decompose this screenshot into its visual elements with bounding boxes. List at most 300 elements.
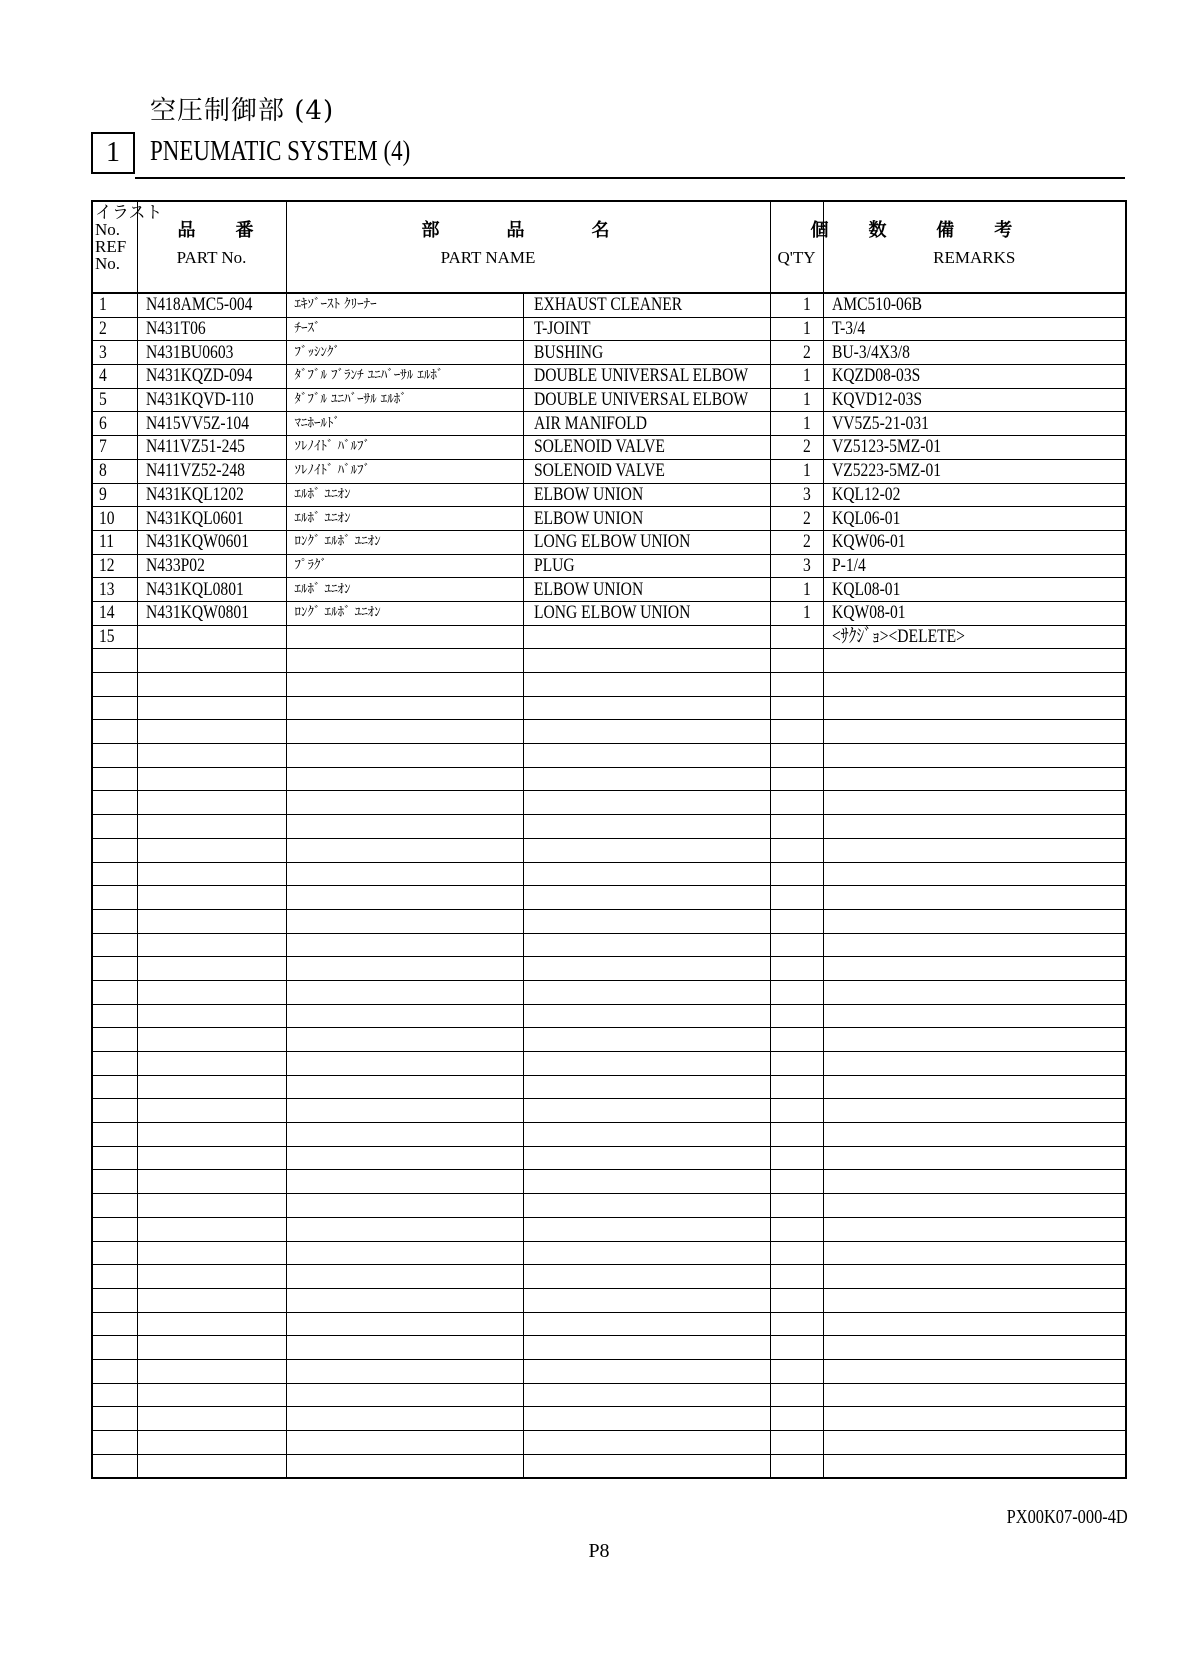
empty-cell — [286, 862, 523, 886]
empty-cell — [523, 862, 770, 886]
row-part-no — [137, 412, 286, 436]
empty-cell — [137, 649, 286, 673]
empty-table-row — [92, 1431, 1126, 1455]
row-ref-no-text: 15 — [99, 625, 115, 647]
row-ref-no — [92, 412, 137, 436]
empty-cell — [823, 744, 1126, 768]
table-row — [92, 293, 1126, 317]
row-part-no — [137, 341, 286, 365]
empty-cell — [823, 815, 1126, 839]
row-en-name — [523, 554, 770, 578]
empty-cell — [286, 1052, 523, 1076]
empty-cell — [286, 767, 523, 791]
row-ref-no-text: 8 — [99, 460, 107, 482]
row-remarks-text: VZ5223-5MZ-01 — [831, 460, 941, 482]
empty-table-row — [92, 862, 1126, 886]
row-part-no — [137, 388, 286, 412]
header-ref-no1: No. — [95, 220, 121, 239]
empty-cell — [137, 1004, 286, 1028]
empty-cell — [770, 1194, 823, 1218]
empty-table-row — [92, 1217, 1126, 1241]
row-part-no — [137, 317, 286, 341]
row-part-no-text: N431T06 — [145, 318, 206, 340]
empty-cell — [286, 1004, 523, 1028]
empty-cell — [523, 1099, 770, 1123]
empty-cell — [286, 720, 523, 744]
row-remarks-text: KQVD12-03S — [831, 389, 922, 411]
row-remarks-text: KQL08-01 — [831, 578, 900, 600]
header-part-no-jp: 品番 — [177, 220, 294, 241]
row-part-no-text: N431KQVD-110 — [145, 389, 254, 411]
row-jp-name-text: ｴﾙﾎﾞ ﾕﾆｵﾝ — [294, 486, 351, 502]
empty-table-row — [92, 980, 1126, 1004]
row-ref-no-text: 12 — [99, 554, 115, 576]
empty-cell — [823, 1359, 1126, 1383]
empty-cell — [523, 980, 770, 1004]
empty-cell — [286, 1407, 523, 1431]
row-remarks — [823, 341, 1126, 365]
empty-cell — [286, 1383, 523, 1407]
empty-table-row — [92, 649, 1126, 673]
row-en-name — [523, 388, 770, 412]
row-en-name — [523, 436, 770, 460]
empty-cell — [92, 1431, 137, 1455]
row-jp-name-text: ﾏﾆﾎｰﾙﾄﾞ — [294, 415, 340, 431]
row-part-no — [137, 530, 286, 554]
empty-cell — [92, 1407, 137, 1431]
empty-cell — [286, 1099, 523, 1123]
empty-cell — [770, 1336, 823, 1360]
row-ref-no — [92, 365, 137, 389]
row-en-name — [523, 365, 770, 389]
row-jp-name — [286, 507, 523, 531]
empty-cell — [92, 1075, 137, 1099]
empty-cell — [770, 767, 823, 791]
empty-cell — [286, 1170, 523, 1194]
empty-table-row — [92, 1099, 1126, 1123]
table-row — [92, 317, 1126, 341]
row-en-name-text: PLUG — [533, 554, 575, 576]
empty-cell — [823, 886, 1126, 910]
empty-cell — [92, 1336, 137, 1360]
empty-cell — [770, 1099, 823, 1123]
table-row — [92, 459, 1126, 483]
empty-cell — [92, 1146, 137, 1170]
empty-cell — [770, 909, 823, 933]
empty-cell — [770, 720, 823, 744]
empty-cell — [137, 744, 286, 768]
empty-cell — [137, 1265, 286, 1289]
empty-table-row — [92, 1241, 1126, 1265]
empty-cell — [92, 791, 137, 815]
empty-cell — [92, 1052, 137, 1076]
empty-cell — [823, 1004, 1126, 1028]
empty-cell — [523, 909, 770, 933]
row-ref-no-text: 13 — [99, 578, 115, 600]
empty-cell — [92, 1004, 137, 1028]
row-part-no — [137, 293, 286, 317]
empty-cell — [823, 1241, 1126, 1265]
header-part-name-en: PART NAME — [440, 248, 536, 267]
row-jp-name — [286, 412, 523, 436]
empty-cell — [92, 1288, 137, 1312]
row-remarks — [823, 293, 1126, 317]
empty-cell — [92, 696, 137, 720]
row-part-no — [137, 507, 286, 531]
row-ref-no-text: 7 — [99, 436, 107, 458]
row-qty — [770, 554, 823, 578]
empty-cell — [770, 1170, 823, 1194]
row-ref-no-text: 1 — [99, 294, 107, 316]
row-en-name-text: SOLENOID VALVE — [533, 460, 665, 482]
title-underline — [135, 177, 1125, 179]
row-remarks-text: KQW08-01 — [831, 602, 906, 624]
row-jp-name — [286, 365, 523, 389]
row-jp-name — [286, 554, 523, 578]
empty-cell — [137, 767, 286, 791]
empty-cell — [823, 838, 1126, 862]
empty-cell — [770, 862, 823, 886]
empty-cell — [92, 1454, 137, 1478]
row-part-no-text: N431BU0603 — [145, 341, 233, 363]
empty-cell — [92, 862, 137, 886]
table-row — [92, 530, 1126, 554]
row-ref-no — [92, 507, 137, 531]
row-part-no-text: N411VZ51-245 — [145, 436, 245, 458]
empty-cell — [770, 957, 823, 981]
empty-cell — [523, 1359, 770, 1383]
empty-cell — [823, 1407, 1126, 1431]
empty-cell — [770, 1383, 823, 1407]
empty-cell — [286, 1146, 523, 1170]
row-ref-no — [92, 317, 137, 341]
empty-table-row — [92, 1146, 1126, 1170]
row-en-name — [523, 341, 770, 365]
empty-cell — [770, 1241, 823, 1265]
row-remarks — [823, 601, 1126, 625]
empty-cell — [770, 673, 823, 697]
empty-cell — [137, 933, 286, 957]
table-row — [92, 483, 1126, 507]
empty-cell — [770, 1407, 823, 1431]
row-ref-no-text: 6 — [99, 412, 107, 434]
row-jp-name — [286, 530, 523, 554]
row-remarks-text: VV5Z5-21-031 — [831, 412, 929, 434]
empty-cell — [823, 1170, 1126, 1194]
row-qty-text: 1 — [803, 389, 811, 411]
row-remarks-text: KQW06-01 — [831, 531, 906, 553]
empty-cell — [523, 649, 770, 673]
empty-cell — [137, 673, 286, 697]
page-title-en: PNEUMATIC SYSTEM (4) — [150, 136, 411, 167]
header-remarks-en: REMARKS — [933, 248, 1016, 267]
row-en-name-text: ELBOW UNION — [533, 507, 643, 529]
row-part-no-text: N418AMC5-004 — [145, 294, 252, 316]
table-row — [92, 625, 1126, 649]
empty-cell — [137, 862, 286, 886]
empty-cell — [770, 744, 823, 768]
row-remarks — [823, 388, 1126, 412]
row-ref-no-text: 5 — [99, 389, 107, 411]
empty-cell — [770, 980, 823, 1004]
section-number-box: 1 — [91, 132, 135, 174]
empty-cell — [137, 1099, 286, 1123]
row-ref-no — [92, 601, 137, 625]
empty-cell — [137, 1312, 286, 1336]
row-ref-no-text: 3 — [99, 341, 107, 363]
row-jp-name — [286, 483, 523, 507]
row-qty-text: 1 — [803, 578, 811, 600]
row-jp-name — [286, 601, 523, 625]
row-jp-name-text: ｴﾙﾎﾞ ﾕﾆｵﾝ — [294, 510, 351, 526]
row-en-name-text: ELBOW UNION — [533, 483, 643, 505]
empty-table-row — [92, 1454, 1126, 1478]
row-qty — [770, 317, 823, 341]
empty-cell — [92, 1194, 137, 1218]
empty-cell — [523, 696, 770, 720]
empty-cell — [92, 673, 137, 697]
empty-cell — [286, 909, 523, 933]
row-qty — [770, 578, 823, 602]
empty-cell — [523, 1454, 770, 1478]
empty-cell — [770, 1075, 823, 1099]
row-jp-name — [286, 436, 523, 460]
empty-table-row — [92, 1170, 1126, 1194]
empty-table-row — [92, 933, 1126, 957]
empty-cell — [823, 1099, 1126, 1123]
row-remarks — [823, 507, 1126, 531]
empty-cell — [137, 957, 286, 981]
empty-cell — [823, 862, 1126, 886]
header-remarks — [823, 201, 1126, 293]
row-jp-name — [286, 293, 523, 317]
empty-cell — [523, 1217, 770, 1241]
row-remarks — [823, 436, 1126, 460]
empty-cell — [286, 1217, 523, 1241]
empty-cell — [92, 957, 137, 981]
row-qty — [770, 412, 823, 436]
empty-table-row — [92, 1004, 1126, 1028]
table-row — [92, 388, 1126, 412]
empty-cell — [823, 1454, 1126, 1478]
row-ref-no-text: 14 — [99, 602, 115, 624]
row-remarks — [823, 365, 1126, 389]
empty-cell — [823, 1194, 1126, 1218]
empty-cell — [286, 1336, 523, 1360]
empty-table-row — [92, 957, 1126, 981]
row-qty — [770, 483, 823, 507]
empty-cell — [92, 1028, 137, 1052]
empty-cell — [823, 649, 1126, 673]
empty-cell — [770, 1123, 823, 1147]
empty-cell — [523, 767, 770, 791]
row-qty — [770, 293, 823, 317]
empty-cell — [137, 1359, 286, 1383]
row-en-name-text: T-JOINT — [533, 318, 591, 340]
empty-cell — [823, 720, 1126, 744]
row-remarks — [823, 317, 1126, 341]
empty-cell — [137, 1146, 286, 1170]
empty-cell — [137, 1217, 286, 1241]
empty-cell — [523, 1431, 770, 1455]
empty-cell — [770, 1359, 823, 1383]
row-en-name-text: SOLENOID VALVE — [533, 436, 665, 458]
empty-cell — [286, 744, 523, 768]
row-remarks-text: BU-3/4X3/8 — [831, 341, 910, 363]
header-qty-jp: 個数 — [810, 220, 927, 241]
empty-cell — [286, 1454, 523, 1478]
empty-cell — [92, 1099, 137, 1123]
empty-cell — [92, 1217, 137, 1241]
empty-cell — [137, 1407, 286, 1431]
empty-cell — [286, 1312, 523, 1336]
row-remarks — [823, 578, 1126, 602]
row-en-name-text: AIR MANIFOLD — [533, 412, 647, 434]
row-part-no — [137, 601, 286, 625]
row-part-no-text: N433P02 — [145, 554, 205, 576]
empty-cell — [286, 1075, 523, 1099]
empty-cell — [823, 1146, 1126, 1170]
row-remarks-text: KQZD08-03S — [831, 365, 920, 387]
empty-cell — [823, 1383, 1126, 1407]
empty-cell — [523, 838, 770, 862]
row-ref-no — [92, 436, 137, 460]
empty-cell — [770, 815, 823, 839]
row-en-name — [523, 483, 770, 507]
empty-cell — [523, 1241, 770, 1265]
empty-table-row — [92, 1383, 1126, 1407]
empty-cell — [137, 838, 286, 862]
row-qty-text: 3 — [803, 483, 811, 505]
row-remarks — [823, 412, 1126, 436]
empty-table-row — [92, 838, 1126, 862]
page-title-jp: 空圧制御部 (4) — [150, 96, 335, 126]
row-ref-no-text: 9 — [99, 483, 107, 505]
row-en-name — [523, 578, 770, 602]
row-jp-name — [286, 341, 523, 365]
row-en-name-text: DOUBLE UNIVERSAL ELBOW — [533, 365, 748, 387]
row-part-no — [137, 436, 286, 460]
empty-cell — [823, 767, 1126, 791]
empty-table-row — [92, 791, 1126, 815]
empty-cell — [770, 933, 823, 957]
empty-cell — [92, 1312, 137, 1336]
row-en-name — [523, 293, 770, 317]
empty-cell — [286, 838, 523, 862]
empty-cell — [286, 696, 523, 720]
row-remarks-text: KQL06-01 — [831, 507, 900, 529]
table-row — [92, 601, 1126, 625]
header-remarks-jp: 備考 — [936, 220, 1053, 241]
row-qty — [770, 459, 823, 483]
empty-cell — [92, 838, 137, 862]
empty-table-row — [92, 696, 1126, 720]
empty-cell — [823, 957, 1126, 981]
row-ref-no — [92, 483, 137, 507]
row-qty-text: 3 — [803, 554, 811, 576]
empty-cell — [823, 933, 1126, 957]
row-qty — [770, 507, 823, 531]
empty-cell — [137, 909, 286, 933]
empty-cell — [523, 1146, 770, 1170]
row-en-name — [523, 530, 770, 554]
header-qty-en: Q'TY — [777, 248, 816, 267]
row-en-name — [523, 317, 770, 341]
empty-cell — [137, 1288, 286, 1312]
empty-cell — [137, 1194, 286, 1218]
row-en-name-text: LONG ELBOW UNION — [533, 602, 690, 624]
row-jp-name — [286, 317, 523, 341]
empty-cell — [523, 1407, 770, 1431]
parts-table — [91, 200, 1127, 1479]
row-ref-no-text: 11 — [99, 531, 115, 553]
empty-cell — [770, 649, 823, 673]
empty-cell — [137, 886, 286, 910]
row-ref-no — [92, 388, 137, 412]
row-ref-no-text: 4 — [99, 365, 107, 387]
row-remarks — [823, 625, 1126, 649]
table-row — [92, 436, 1126, 460]
row-jp-name-text: ｴﾙﾎﾞ ﾕﾆｵﾝ — [294, 581, 351, 597]
table-row — [92, 578, 1126, 602]
row-qty-text: 1 — [803, 460, 811, 482]
empty-table-row — [92, 1075, 1126, 1099]
empty-cell — [92, 1359, 137, 1383]
row-remarks — [823, 459, 1126, 483]
empty-cell — [770, 1004, 823, 1028]
empty-cell — [286, 815, 523, 839]
empty-cell — [523, 1028, 770, 1052]
empty-cell — [523, 815, 770, 839]
empty-cell — [823, 791, 1126, 815]
table-row — [92, 365, 1126, 389]
empty-cell — [137, 1170, 286, 1194]
empty-cell — [137, 696, 286, 720]
empty-cell — [823, 1288, 1126, 1312]
empty-cell — [137, 1075, 286, 1099]
empty-cell — [286, 1241, 523, 1265]
empty-cell — [92, 649, 137, 673]
empty-cell — [286, 1359, 523, 1383]
empty-cell — [286, 1028, 523, 1052]
empty-cell — [286, 649, 523, 673]
row-jp-name — [286, 578, 523, 602]
empty-cell — [137, 1028, 286, 1052]
empty-table-row — [92, 1194, 1126, 1218]
row-remarks-text: VZ5123-5MZ-01 — [831, 436, 941, 458]
empty-cell — [523, 957, 770, 981]
row-en-name — [523, 459, 770, 483]
empty-cell — [770, 1052, 823, 1076]
empty-cell — [137, 1383, 286, 1407]
header-ref-no — [92, 201, 163, 293]
empty-cell — [823, 1075, 1126, 1099]
header-part-name-jp-3: 名 — [591, 220, 610, 241]
row-jp-name-text: ﾁｰｽﾞ — [294, 321, 321, 337]
empty-cell — [770, 838, 823, 862]
row-part-no-text: N415VV5Z-104 — [145, 412, 249, 434]
empty-cell — [823, 1431, 1126, 1455]
row-jp-name-text: ﾌﾞｯｼﾝｸﾞ — [294, 344, 340, 360]
row-ref-no — [92, 530, 137, 554]
empty-cell — [823, 909, 1126, 933]
empty-cell — [92, 909, 137, 933]
parts-table-body — [92, 293, 1126, 1478]
row-part-no-text: N431KQZD-094 — [145, 365, 252, 387]
row-jp-name-text: ﾛﾝｸﾞ ｴﾙﾎﾞ ﾕﾆｵﾝ — [294, 605, 381, 621]
row-qty-text: 2 — [803, 531, 811, 553]
empty-cell — [92, 1241, 137, 1265]
